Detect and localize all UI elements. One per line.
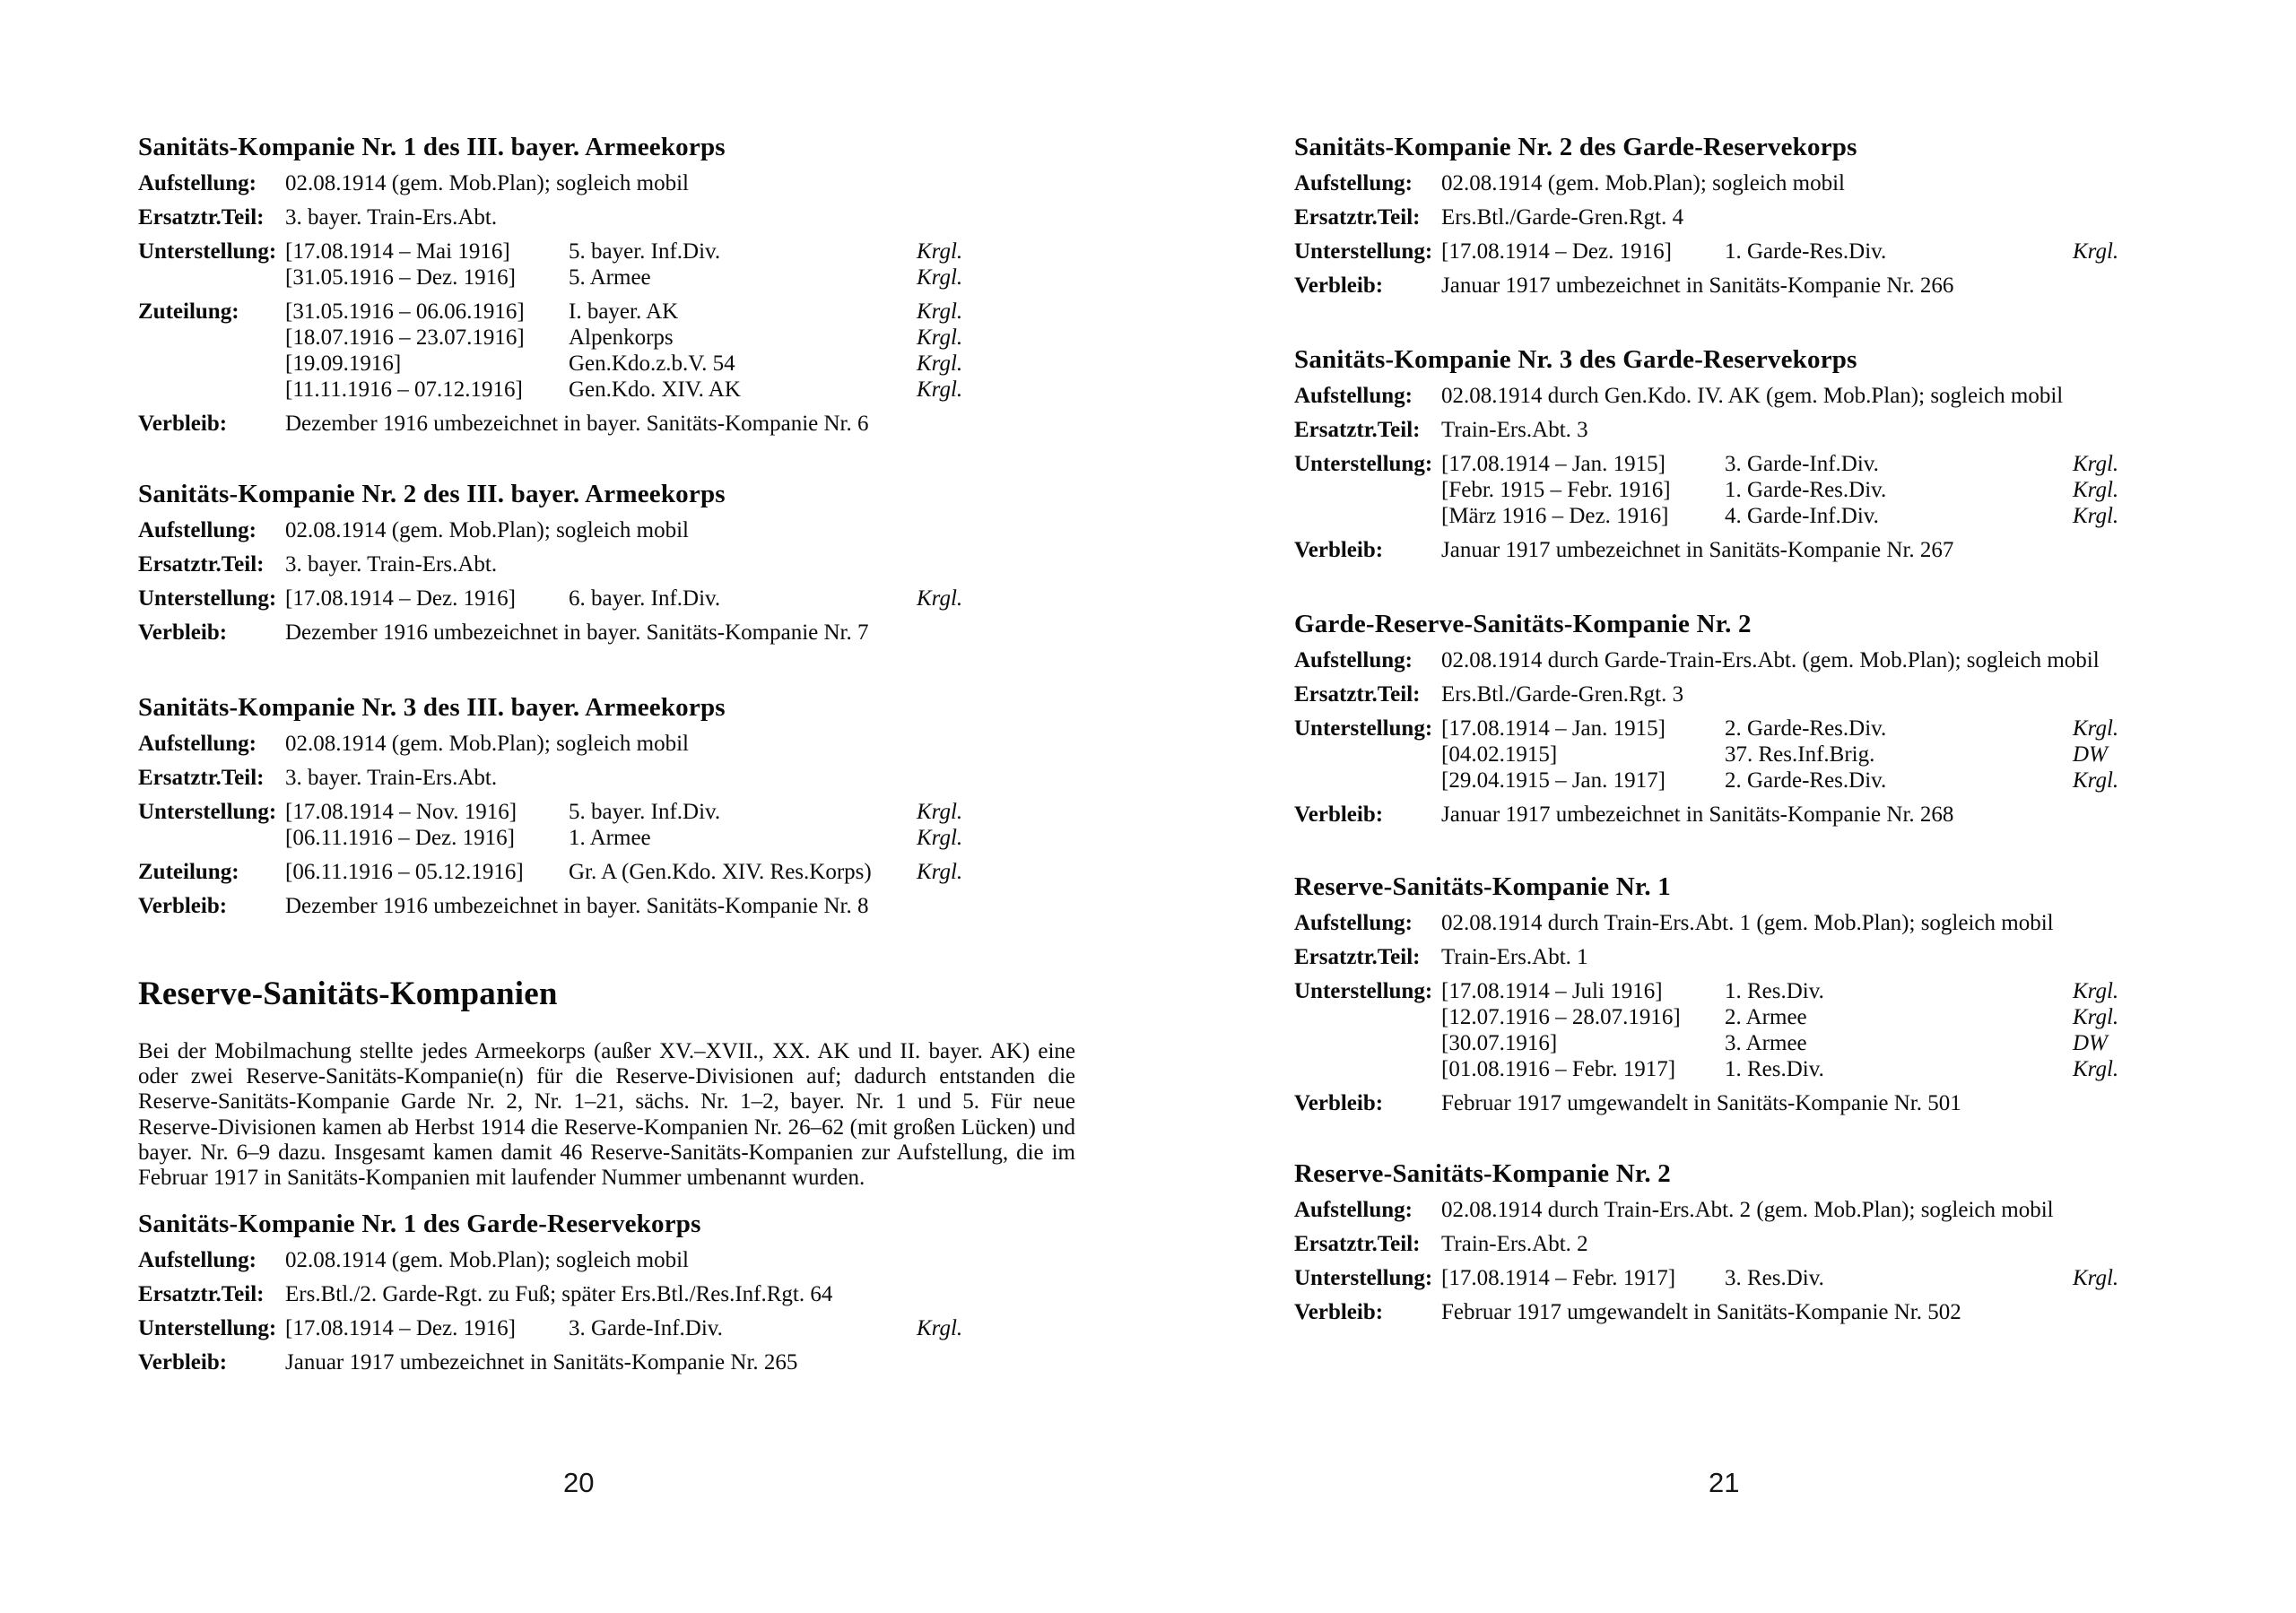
assignment-note: Krgl. xyxy=(917,325,963,350)
entry-title: Sanitäts-Kompanie Nr. 1 des III. bayer. Armeekorps xyxy=(138,133,726,161)
field-label: Verbleib: xyxy=(1294,1300,1384,1324)
field-row xyxy=(138,799,1075,851)
assignment-period: [17.08.1914 – Nov. 1916] xyxy=(285,800,517,824)
assignment-line xyxy=(1441,978,2231,1004)
assignment-unit: 37. Res.Inf.Brig. xyxy=(1725,742,1875,767)
assignment-lines xyxy=(285,859,1075,885)
assignment-line xyxy=(1441,741,2231,767)
field-value: Ers.Btl./Garde-Gren.Rgt. 3 xyxy=(1441,682,1684,707)
assignment-line xyxy=(285,1315,1075,1341)
field-label: Unterstellung: xyxy=(138,800,277,824)
assignment-period: [19.09.1916] xyxy=(285,351,402,376)
assignment-unit: 3. Garde-Inf.Div. xyxy=(1725,452,1879,476)
field-row xyxy=(1294,978,2231,1082)
field-value: Train-Ers.Abt. 2 xyxy=(1441,1232,1588,1256)
assignment-line xyxy=(285,859,1075,885)
field-value: 02.08.1914 durch Gen.Kdo. IV. AK (gem. Mob.Plan); sogleich mobil xyxy=(1441,384,2064,408)
field-row xyxy=(1294,1299,2231,1325)
field-label: Unterstellung: xyxy=(1294,716,1433,741)
field-value: Dezember 1916 umbezeichnet in bayer. Sanitäts-Kompanie Nr. 7 xyxy=(285,620,869,645)
assignment-note: Krgl. xyxy=(917,586,963,611)
field-row xyxy=(1294,238,2231,264)
assignment-note: Krgl. xyxy=(917,800,963,824)
assignment-period: [12.07.1916 – 28.07.1916] xyxy=(1441,1005,1681,1029)
field-value: Januar 1917 umbezeichnet in Sanitäts-Kompanie Nr. 265 xyxy=(285,1350,798,1375)
section-title: Reserve-Sanitäts-Kompanien xyxy=(138,976,558,1012)
assignment-note: Krgl. xyxy=(917,377,963,402)
assignment-note: Krgl. xyxy=(917,265,963,290)
assignment-unit: 5. bayer. Inf.Div. xyxy=(569,239,721,264)
entry-title: Garde-Reserve-Sanitäts-Kompanie Nr. 2 xyxy=(1294,610,1752,638)
assignment-unit: 3. Garde-Inf.Div. xyxy=(569,1316,723,1340)
assignment-period: [17.08.1914 – Jan. 1915] xyxy=(1441,716,1665,741)
assignment-unit: 1. Res.Div. xyxy=(1725,979,1824,1003)
assignment-line xyxy=(1441,451,2231,477)
field-label: Unterstellung: xyxy=(1294,239,1433,264)
assignment-period: [29.04.1915 – Jan. 1917] xyxy=(1441,768,1665,793)
field-value: Dezember 1916 umbezeichnet in bayer. Sanitäts-Kompanie Nr. 6 xyxy=(285,412,869,436)
assignment-note: Krgl. xyxy=(917,239,963,264)
field-value: Ers.Btl./Garde-Gren.Rgt. 4 xyxy=(1441,205,1684,230)
assignment-lines xyxy=(285,585,1075,611)
entry-title: Reserve-Sanitäts-Kompanie Nr. 1 xyxy=(1294,872,1671,901)
page-number: 20 xyxy=(563,1467,595,1498)
field-label: Ersatztr.Teil: xyxy=(1294,945,1421,969)
assignment-line xyxy=(1441,477,2231,503)
assignment-lines xyxy=(1441,715,2231,793)
entry-title: Sanitäts-Kompanie Nr. 1 des Garde-Reservekorps xyxy=(138,1210,701,1238)
field-value: 02.08.1914 (gem. Mob.Plan); sogleich mobil xyxy=(285,1248,689,1272)
entry-title: Sanitäts-Kompanie Nr. 2 des Garde-Reservekorps xyxy=(1294,133,1857,161)
field-value: Februar 1917 umgewandelt in Sanitäts-Kompanie Nr. 501 xyxy=(1441,1091,1961,1115)
unit-entry xyxy=(138,131,1075,437)
assignment-line xyxy=(285,585,1075,611)
field-value: Februar 1917 umgewandelt in Sanitäts-Kompanie Nr. 502 xyxy=(1441,1300,1961,1324)
field-row xyxy=(138,859,1075,885)
field-row xyxy=(138,238,1075,291)
field-label: Ersatztr.Teil: xyxy=(138,205,265,230)
field-row xyxy=(1294,170,2231,196)
field-value: Januar 1917 umbezeichnet in Sanitäts-Kompanie Nr. 267 xyxy=(1441,538,1954,562)
assignment-unit: 1. Garde-Res.Div. xyxy=(1725,478,1887,502)
assignment-unit: 2. Garde-Res.Div. xyxy=(1725,768,1887,793)
entry-title: Reserve-Sanitäts-Kompanie Nr. 2 xyxy=(1294,1159,1671,1188)
assignment-lines xyxy=(1441,238,2231,264)
assignment-note: Krgl. xyxy=(917,299,963,324)
field-row xyxy=(138,620,1075,646)
field-label: Verbleib: xyxy=(1294,538,1384,562)
assignment-note: Krgl. xyxy=(917,1316,963,1340)
assignment-unit: 5. bayer. Inf.Div. xyxy=(569,800,721,824)
page-right xyxy=(1294,0,2231,1613)
field-row xyxy=(1294,1090,2231,1116)
assignment-line xyxy=(285,799,1075,825)
assignment-unit: 1. Res.Div. xyxy=(1725,1057,1824,1081)
field-row xyxy=(1294,383,2231,409)
field-value: 02.08.1914 (gem. Mob.Plan); sogleich mobil xyxy=(285,732,689,756)
unit-entry xyxy=(1294,871,2231,1116)
assignment-line xyxy=(285,351,1075,377)
field-value: 3. bayer. Train-Ers.Abt. xyxy=(285,205,498,230)
field-label: Aufstellung: xyxy=(1294,171,1413,195)
field-label: Aufstellung: xyxy=(138,171,257,195)
field-label: Zuteilung: xyxy=(138,299,239,324)
assignment-lines xyxy=(285,299,1075,403)
field-row xyxy=(1294,204,2231,230)
field-row xyxy=(1294,1197,2231,1223)
page-number: 21 xyxy=(1709,1467,1740,1498)
field-label: Verbleib: xyxy=(1294,273,1384,298)
field-row xyxy=(138,893,1075,919)
assignment-lines xyxy=(1441,978,2231,1082)
field-row xyxy=(138,411,1075,437)
field-row xyxy=(138,1247,1075,1273)
assignment-period: [17.08.1914 – Dez. 1916] xyxy=(285,586,516,611)
assignment-period: [06.11.1916 – 05.12.1916] xyxy=(285,860,524,884)
assignment-unit: Gr. A (Gen.Kdo. XIV. Res.Korps) xyxy=(569,860,872,884)
assignment-unit: 1. Armee xyxy=(569,826,651,850)
field-label: Aufstellung: xyxy=(138,732,257,756)
field-row xyxy=(1294,910,2231,936)
assignment-period: [04.02.1915] xyxy=(1441,742,1558,767)
assignment-period: [März 1916 – Dez. 1916] xyxy=(1441,504,1669,528)
assignment-unit: 4. Garde-Inf.Div. xyxy=(1725,504,1879,528)
assignment-line xyxy=(285,325,1075,351)
assignment-note: Krgl. xyxy=(917,860,963,884)
field-label: Verbleib: xyxy=(138,412,228,436)
assignment-line xyxy=(285,238,1075,264)
field-row xyxy=(1294,537,2231,563)
assignment-note: Krgl. xyxy=(2073,1057,2119,1081)
field-label: Unterstellung: xyxy=(138,586,277,611)
field-row xyxy=(1294,647,2231,673)
field-value: 3. bayer. Train-Ers.Abt. xyxy=(285,766,498,790)
field-row xyxy=(138,731,1075,757)
field-row xyxy=(138,1315,1075,1341)
assignment-unit: Alpenkorps xyxy=(569,325,674,350)
field-value: 3. bayer. Train-Ers.Abt. xyxy=(285,552,498,577)
field-row xyxy=(1294,802,2231,828)
unit-entry xyxy=(1294,131,2231,299)
field-value: Dezember 1916 umbezeichnet in bayer. Sanitäts-Kompanie Nr. 8 xyxy=(285,894,869,918)
field-label: Ersatztr.Teil: xyxy=(138,766,265,790)
unit-entry xyxy=(138,1208,1075,1375)
field-label: Aufstellung: xyxy=(1294,911,1413,935)
assignment-period: [17.08.1914 – Dez. 1916] xyxy=(285,1316,516,1340)
assignment-unit: 3. Armee xyxy=(1725,1031,1807,1055)
field-label: Verbleib: xyxy=(1294,1091,1384,1115)
assignment-line xyxy=(285,377,1075,403)
field-value: Train-Ers.Abt. 3 xyxy=(1441,418,1588,442)
field-value: 02.08.1914 (gem. Mob.Plan); sogleich mobil xyxy=(1441,171,1845,195)
assignment-unit: Gen.Kdo. XIV. AK xyxy=(569,377,741,402)
field-label: Ersatztr.Teil: xyxy=(1294,418,1421,442)
field-value: Train-Ers.Abt. 1 xyxy=(1441,945,1588,969)
assignment-lines xyxy=(1441,451,2231,529)
field-row xyxy=(138,765,1075,791)
assignment-note: Krgl. xyxy=(2073,504,2119,528)
field-label: Aufstellung: xyxy=(1294,1198,1413,1222)
assignment-period: [17.08.1914 – Jan. 1915] xyxy=(1441,452,1665,476)
field-value: Januar 1917 umbezeichnet in Sanitäts-Kompanie Nr. 266 xyxy=(1441,273,1954,298)
assignment-line xyxy=(285,264,1075,291)
field-row xyxy=(138,517,1075,543)
assignment-line xyxy=(285,825,1075,851)
field-label: Verbleib: xyxy=(138,620,228,645)
field-row xyxy=(1294,273,2231,299)
assignment-unit: 2. Armee xyxy=(1725,1005,1807,1029)
field-label: Aufstellung: xyxy=(1294,648,1413,672)
field-value: 02.08.1914 durch Train-Ers.Abt. 2 (gem. Mob.Plan); sogleich mobil xyxy=(1441,1198,2054,1222)
page-left xyxy=(138,0,1075,1613)
assignment-period: [17.08.1914 – Dez. 1916] xyxy=(1441,239,1672,264)
assignment-note: Krgl. xyxy=(2073,1266,2119,1290)
field-value: 02.08.1914 durch Garde-Train-Ers.Abt. (gem. Mob.Plan); sogleich mobil xyxy=(1441,648,2100,672)
field-label: Verbleib: xyxy=(1294,802,1384,827)
field-row xyxy=(138,299,1075,403)
field-label: Ersatztr.Teil: xyxy=(138,552,265,577)
assignment-lines xyxy=(285,1315,1075,1341)
assignment-period: [11.11.1916 – 07.12.1916] xyxy=(285,377,523,402)
field-label: Verbleib: xyxy=(138,1350,228,1375)
assignment-note: Krgl. xyxy=(917,826,963,850)
field-value: Januar 1917 umbezeichnet in Sanitäts-Kompanie Nr. 268 xyxy=(1441,802,1954,827)
assignment-note: Krgl. xyxy=(2073,1005,2119,1029)
assignment-note: Krgl. xyxy=(2073,478,2119,502)
assignment-unit: 2. Garde-Res.Div. xyxy=(1725,716,1887,741)
assignment-period: [01.08.1916 – Febr. 1917] xyxy=(1441,1057,1676,1081)
assignment-note: Krgl. xyxy=(2073,452,2119,476)
assignment-unit: 1. Garde-Res.Div. xyxy=(1725,239,1887,264)
assignment-line xyxy=(1441,1030,2231,1056)
field-value: 02.08.1914 (gem. Mob.Plan); sogleich mobil xyxy=(285,518,689,542)
field-row xyxy=(1294,681,2231,707)
assignment-period: [31.05.1916 – Dez. 1916] xyxy=(285,265,516,290)
assignment-period: [31.05.1916 – 06.06.1916] xyxy=(285,299,525,324)
field-label: Verbleib: xyxy=(138,894,228,918)
field-value: Ers.Btl./2. Garde-Rgt. zu Fuß; später Ers.Btl./Res.Inf.Rgt. 64 xyxy=(285,1282,833,1306)
assignment-unit: 3. Res.Div. xyxy=(1725,1266,1824,1290)
assignment-line xyxy=(1441,503,2231,529)
field-row xyxy=(1294,417,2231,443)
unit-entry xyxy=(1294,1158,2231,1325)
field-label: Unterstellung: xyxy=(138,1316,277,1340)
field-label: Unterstellung: xyxy=(1294,452,1433,476)
assignment-period: [17.08.1914 – Mai 1916] xyxy=(285,239,510,264)
field-row xyxy=(1294,715,2231,793)
assignment-unit: 6. bayer. Inf.Div. xyxy=(569,586,721,611)
entry-title: Sanitäts-Kompanie Nr. 3 des Garde-Reservekorps xyxy=(1294,345,1857,374)
field-label: Aufstellung: xyxy=(138,1248,257,1272)
field-label: Unterstellung: xyxy=(1294,1266,1433,1290)
field-row xyxy=(138,551,1075,577)
field-label: Ersatztr.Teil: xyxy=(1294,205,1421,230)
field-row xyxy=(1294,1265,2231,1291)
field-label: Unterstellung: xyxy=(138,239,277,264)
assignment-line xyxy=(1441,1004,2231,1030)
assignment-period: [06.11.1916 – Dez. 1916] xyxy=(285,826,515,850)
field-label: Aufstellung: xyxy=(1294,384,1413,408)
entry-title: Sanitäts-Kompanie Nr. 3 des III. bayer. Armeekorps xyxy=(138,693,726,722)
assignment-period: [17.08.1914 – Febr. 1917] xyxy=(1441,1266,1676,1290)
assignment-unit: Gen.Kdo.z.b.V. 54 xyxy=(569,351,735,376)
field-value: 02.08.1914 durch Train-Ers.Abt. 1 (gem. Mob.Plan); sogleich mobil xyxy=(1441,911,2054,935)
assignment-line xyxy=(1441,715,2231,741)
field-row xyxy=(138,204,1075,230)
assignment-note: Krgl. xyxy=(2073,239,2119,264)
unit-entry xyxy=(138,691,1075,919)
field-label: Ersatztr.Teil: xyxy=(1294,682,1421,707)
field-row xyxy=(1294,944,2231,970)
field-label: Zuteilung: xyxy=(138,860,239,884)
assignment-unit: I. bayer. AK xyxy=(569,299,679,324)
assignment-period: [18.07.1916 – 23.07.1916] xyxy=(285,325,525,350)
field-row xyxy=(138,1349,1075,1375)
assignment-period: [30.07.1916] xyxy=(1441,1031,1558,1055)
assignment-lines xyxy=(1441,1265,2231,1291)
field-row xyxy=(1294,1231,2231,1257)
field-row xyxy=(138,585,1075,611)
field-label: Ersatztr.Teil: xyxy=(1294,1232,1421,1256)
field-row xyxy=(138,1281,1075,1307)
unit-entry xyxy=(1294,343,2231,563)
field-label: Ersatztr.Teil: xyxy=(138,1282,265,1306)
field-label: Unterstellung: xyxy=(1294,979,1433,1003)
assignment-line xyxy=(1441,1056,2231,1082)
assignment-line xyxy=(1441,1265,2231,1291)
assignment-line xyxy=(285,299,1075,325)
assignment-note: DW xyxy=(2073,1031,2108,1055)
section-intro-paragraph: Bei der Mobilmachung stellte jedes Armeekorps (außer XV.–XVII., XX. AK und II. bayer. AK) eine oder zwei Reserve-Sanitäts-Kompanie(n) für die Reserve-Divisionen auf; dadurch entstanden die Reserve-Sanitäts-Kompanie Garde Nr. 2, Nr. 1–21, sächs. Nr. 1–2, bayer. Nr. 1 und 5. Für neue Reserve-Divisionen kamen ab Herbst 1914 die Reserve-Kompanien Nr. 26–62 (mit großen Lücken) und bayer. Nr. 6–9 dazu. Insgesamt kamen damit 46 Reserve-Sanitäts-Kompanien zur Aufstellung, die im Februar 1917 in Sanitäts-Kompanien mit laufender Nummer umbenannt wurden. xyxy=(138,1039,1075,1191)
assignment-note: Krgl. xyxy=(2073,716,2119,741)
unit-entry xyxy=(138,478,1075,646)
assignment-lines xyxy=(285,799,1075,851)
assignment-period: [Febr. 1915 – Febr. 1916] xyxy=(1441,478,1671,502)
assignment-unit: 5. Armee xyxy=(569,265,651,290)
field-row xyxy=(138,170,1075,196)
assignment-note: Krgl. xyxy=(2073,979,2119,1003)
entry-title: Sanitäts-Kompanie Nr. 2 des III. bayer. Armeekorps xyxy=(138,480,726,508)
assignment-line xyxy=(1441,767,2231,793)
unit-entry xyxy=(1294,608,2231,828)
field-value: 02.08.1914 (gem. Mob.Plan); sogleich mobil xyxy=(285,171,689,195)
assignment-period: [17.08.1914 – Juli 1916] xyxy=(1441,979,1663,1003)
assignment-lines xyxy=(285,238,1075,291)
field-label: Aufstellung: xyxy=(138,518,257,542)
assignment-note: DW xyxy=(2073,742,2108,767)
section-intro xyxy=(138,974,1075,1191)
assignment-note: Krgl. xyxy=(2073,768,2119,793)
assignment-line xyxy=(1441,238,2231,264)
field-row xyxy=(1294,451,2231,529)
assignment-note: Krgl. xyxy=(917,351,963,376)
